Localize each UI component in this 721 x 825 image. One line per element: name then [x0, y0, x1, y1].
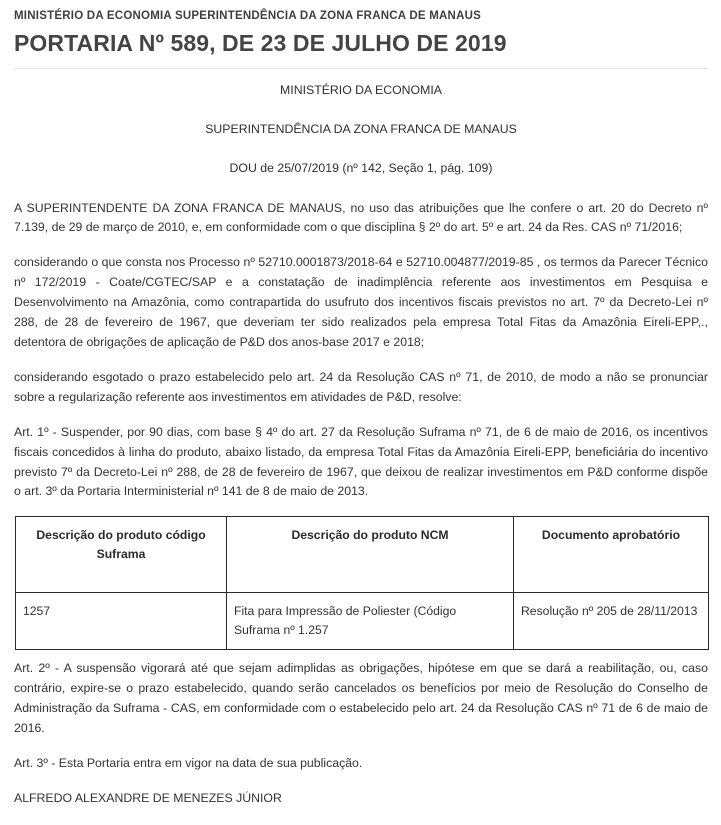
masthead-ministry: MINISTÉRIO DA ECONOMIA	[280, 83, 442, 98]
document-kicker: MINISTÉRIO DA ECONOMIA SUPERINTENDÊNCIA DA ZONA FRANCA DE MANAUS	[14, 10, 482, 22]
table-header-row	[16, 517, 709, 593]
paragraph-article-2: Art. 2º - A suspensão vigorará até que sejam adimplidas as obrigações, hipótese em que se dará a reabilitação, ou, caso contrário, expire-se o prazo estabelecido, quando serão cancelados os benefícios por meio de Resolução do Conselho de Administração da Suframa - CAS, em conformidade com o estabelecido pelo art. 24 da Resolução CAS nº 71 de 6 de maio de 2016.	[14, 661, 708, 736]
paragraph-whereas-2: considerando esgotado o prazo estabelecido pelo art. 24 da Resolução CAS nº 71, de 2010, de modo a não se pronunciar sobre a regularização referente aos investimentos em atividades de P&D, resolve:	[14, 369, 708, 404]
paragraph-article-1: Art. 1º - Suspender, por 90 dias, com base § 4º do art. 27 da Resolução Suframa nº 71, de 6 de maio de 2016, os incentivos fiscais concedidos à linha do produto, abaixo listado, da empresa Total Fitas da Amazônia Eireli-EPP, beneficiária do incentivo previsto 7º da Decreto-Lei nº 288, de 28 de fevereiro de 1967, que deixou de realizar investimentos em P&D conforme dispõe o art. 3º da Portaria Interministerial nº 141 de 8 de maio de 2013.	[14, 424, 708, 499]
paragraph-preamble: A SUPERINTENDENTE DA ZONA FRANCA DE MANAUS, no uso das atribuições que lhe confere o art. 20 do Decreto nº 7.139, de 29 de março de 2010, e, em conformidade com o que disciplina § 2º do art. 5º e art. 24 da Res. CAS nº 71/2016;	[14, 200, 708, 235]
table-row	[16, 593, 709, 650]
paragraph-whereas-1: considerando o que consta nos Processo nº 52710.0001873/2018-64 e 52710.004877/2019-85 , os termos da Parecer Técnico nº 172/2019 - Coate/CGTEC/SAP e a constatação de inadimplência referente aos investimentos em Pesquisa e Desenvolvimento na Amazônia, como contrapartida do usufruto dos incentivos fiscais previstos no art. 7º da Decreto-Lei nº 288, de 28 de fevereiro de 1967, que deveriam ter sido realizados pela empresa Total Fitas da Amazônia Eireli-EPP,., detentora de obrigações de aplicação de P&D dos anos-base 2017 e 2018;	[14, 255, 708, 349]
masthead-publication-reference: DOU de 25/07/2019 (nº 142, Seção 1, pág. 109)	[229, 160, 493, 175]
table-header-ncm-description: Descrição do produto NCM	[227, 517, 514, 593]
cell-ncm-description: Fita para Impressão de Poliester (Código Suframa nº 1.257	[227, 593, 514, 650]
signatory-name: ALFREDO ALEXANDRE DE MENEZES JÚNIOR	[14, 790, 282, 805]
cell-suframa-code: 1257	[16, 593, 227, 650]
title-divider	[14, 68, 708, 69]
table-header-suframa-code: Descrição do produto código Suframa	[16, 517, 227, 593]
table-header-approval-document: Documento aprobatório	[514, 517, 709, 593]
paragraph-article-3: Art. 3º - Esta Portaria entra em vigor na data de sua publicação.	[14, 755, 363, 770]
product-table	[15, 516, 709, 650]
masthead-agency: SUPERINTENDÊNCIA DA ZONA FRANCA DE MANAUS	[205, 121, 517, 136]
page-title: PORTARIA Nº 589, DE 23 DE JULHO DE 2019	[14, 29, 507, 56]
cell-approval-document: Resolução nº 205 de 28/11/2013	[514, 593, 709, 650]
